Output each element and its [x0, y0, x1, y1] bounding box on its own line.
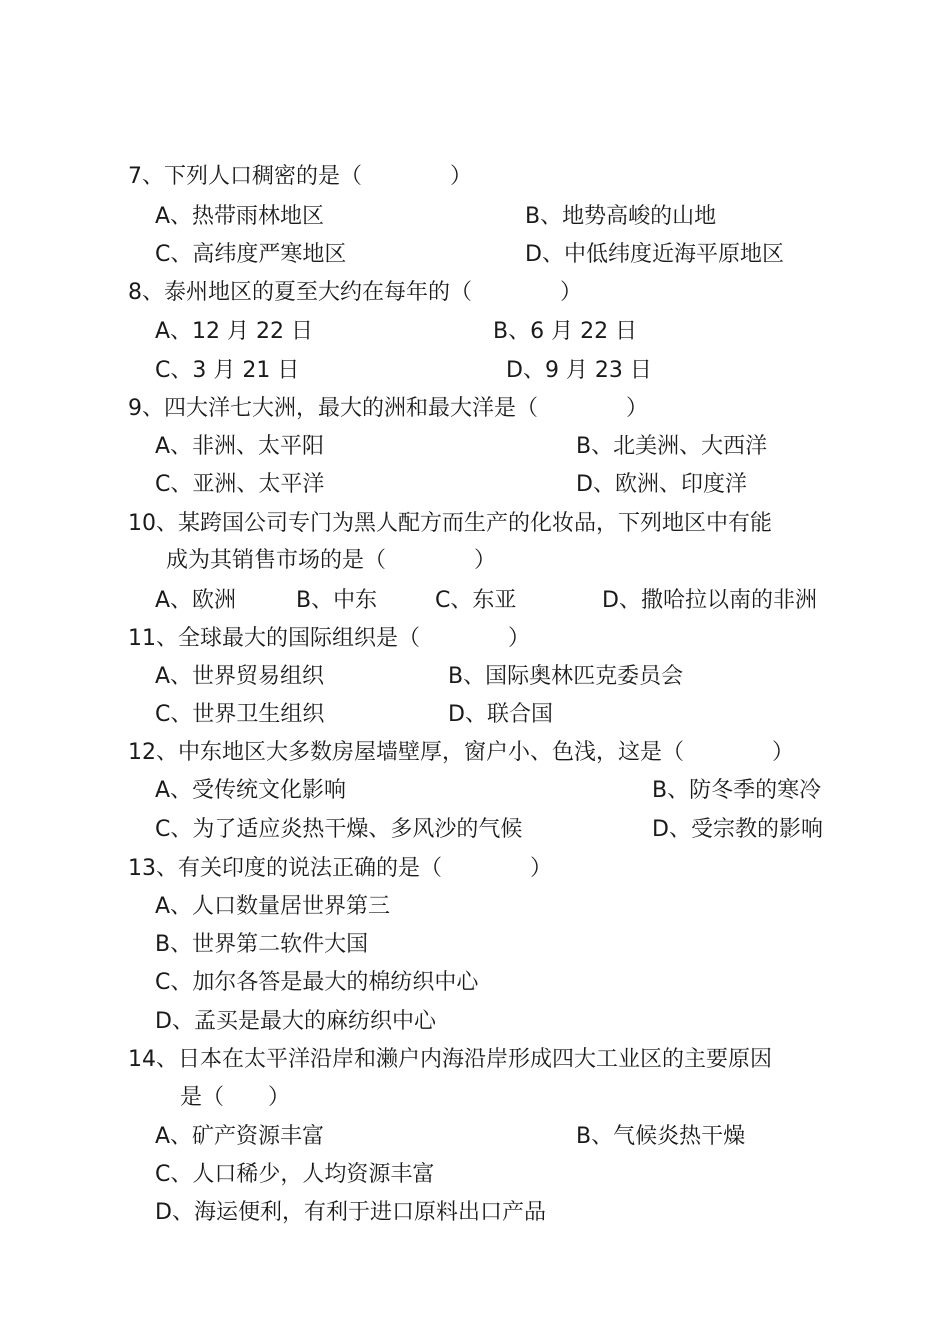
- question-13-option-b: B、世界第二软件大国: [155, 932, 369, 957]
- question-10-option-c: C、东亚: [435, 588, 517, 613]
- question-10-option-d: D、撒哈拉以南的非洲: [602, 588, 817, 613]
- question-9-option-d: D、欧洲、印度洋: [576, 472, 747, 497]
- question-7-option-a: A、热带雨林地区: [155, 204, 325, 229]
- question-7-stem: 7、下列人口稠密的是（ ）: [128, 164, 472, 189]
- question-7-option-c: C、高纬度严寒地区: [155, 242, 347, 267]
- question-12-stem: 12、中东地区大多数房屋墙壁厚，窗户小、色浅，这是（ ）: [128, 740, 794, 765]
- question-14-option-c: C、人口稀少，人均资源丰富: [155, 1162, 435, 1187]
- question-13-option-c: C、加尔各答是最大的棉纺织中心: [155, 970, 479, 995]
- question-12-option-d: D、受宗教的影响: [652, 817, 823, 842]
- question-14-option-a: A、矿产资源丰富: [155, 1124, 325, 1149]
- question-10-stem: 10、某跨国公司专门为黑人配方而生产的化妆品，下列地区中有能: [128, 511, 772, 536]
- question-11-option-a: A、世界贸易组织: [155, 664, 325, 689]
- question-14-stem-continued: 是（ ）: [180, 1085, 291, 1110]
- question-13-option-d: D、孟买是最大的麻纺织中心: [155, 1009, 436, 1034]
- question-9-option-b: B、北美洲、大西洋: [576, 434, 768, 459]
- question-8-option-b: B、6 月 22 日: [493, 319, 638, 344]
- question-10-option-b: B、中东: [296, 588, 378, 613]
- question-8-stem: 8、泰州地区的夏至大约在每年的（ ）: [128, 280, 582, 305]
- question-8-option-d: D、9 月 23 日: [506, 358, 652, 383]
- question-12-option-b: B、防冬季的寒冷: [652, 778, 822, 803]
- question-7-option-d: D、中低纬度近海平原地区: [525, 242, 784, 267]
- question-9-stem: 9、四大洋七大洲，最大的洲和最大洋是（ ）: [128, 396, 648, 421]
- question-14-option-b: B、气候炎热干燥: [576, 1124, 746, 1149]
- question-14-option-d: D、海运便利，有利于进口原料出口产品: [155, 1200, 546, 1225]
- question-10-option-a: A、欧洲: [155, 588, 237, 613]
- question-8-option-a: A、12 月 22 日: [155, 319, 314, 344]
- question-8-option-c: C、3 月 21 日: [155, 358, 300, 383]
- question-11-stem: 11、全球最大的国际组织是（ ）: [128, 626, 530, 651]
- question-9-option-a: A、非洲、太平阳: [155, 434, 325, 459]
- question-10-stem-continued: 成为其销售市场的是（ ）: [166, 548, 497, 573]
- question-11-option-d: D、联合国: [448, 702, 553, 727]
- question-7-option-b: B、地势高峻的山地: [525, 204, 717, 229]
- question-11-option-c: C、世界卫生组织: [155, 702, 325, 727]
- question-14-stem: 14、日本在太平洋沿岸和濑户内海沿岸形成四大工业区的主要原因: [128, 1047, 772, 1072]
- question-13-stem: 13、有关印度的说法正确的是（ ）: [128, 856, 552, 881]
- question-12-option-a: A、受传统文化影响: [155, 778, 347, 803]
- question-9-option-c: C、亚洲、太平洋: [155, 472, 325, 497]
- question-12-option-c: C、为了适应炎热干燥、多风沙的气候: [155, 817, 523, 842]
- question-11-option-b: B、国际奥林匹克委员会: [448, 664, 684, 689]
- question-13-option-a: A、人口数量居世界第三: [155, 894, 391, 919]
